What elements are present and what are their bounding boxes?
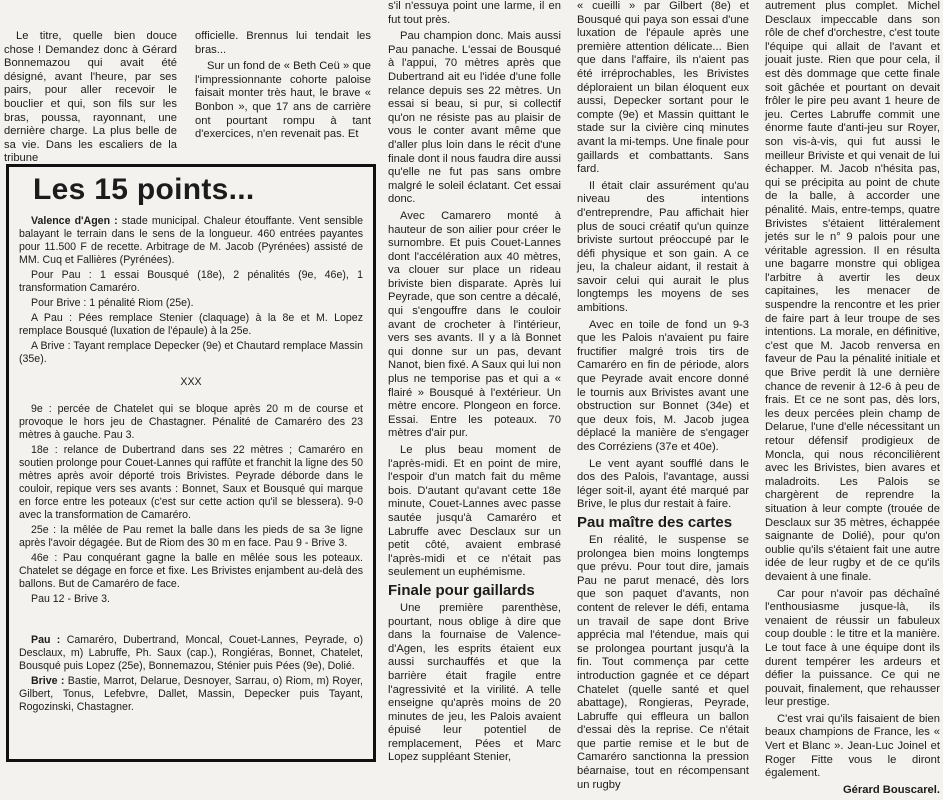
paragraph: « cueilli » par Gilbert (8e) et Bousqué qui paya son essai d'une luxation de l'épaule après une première attention délicate... Bien que dans l'affaire, ils n'aient pas été irréprochables, les Brivistes déploraient un bilan éloquent eux aussi, Depecker sortant pour le compte (9e) et Massin quittant le stade sur la civière cinq minutes avant la mi-temps. Une finale pour gaillards et combattants. Sans fard. <box>577 0 749 176</box>
event-line: Pau 12 - Brive 3. <box>31 593 110 605</box>
substitution-line: A Pau : Pées remplace Stenier (claquage) à la 8e et M. Lopez remplace Bousqué (luxation de l'épaule) à la 25e. <box>19 312 363 337</box>
paragraph: Avec Camarero monté à hauteur de son ailier pour créer le surnombre. Et puis Couet-Lannes dont l'accélération aux 40 mètres, va clouer sur place un rideau briviste bien disparate. Après lui Peyrade, que son centre a décalé, qui s'engouffre dans le couloir avant de crocheter à l'intérieur, vers ses avants. Il y a là Bonnet qui donne sur un pas, devant Nanot, bien fixé. A Saux qui lui non plus ne temporise pas et qui a « flairé » Bousqué à l'extérieur. Un mètre encore. Plongeon en force. Essai. Entre les poteaux. 70 mètres d'air pur. <box>388 209 561 440</box>
paragraph: Il était clair assurément qu'au niveau des intentions d'entreprendre, Pau affichait hier plus de souci créatif qu'un quinze briviste surtout préoccupé par le défi physique et son gain. A ce jeu, la chaleur aidant, il restait à savoir celui qui aurait le plus longtemps les moyens de ses ambitions. <box>577 179 749 315</box>
match-info <box>19 215 363 267</box>
event-line: 9e : percée de Chatelet qui se bloque après 20 m de course et provoque le hors jeu de Chastagner. Pénalité de Camaréro des 23 mètres à gauche. Pau 3. <box>19 403 363 441</box>
paragraph: Le titre, quelle bien douce chose ! Demandez donc à Gérard Bonnemazou qui avait été désigné, avant l'heure, par ses pairs, pour aller recevoir le bouclier et qui, son fils sur les bras, poussa, rayonnant, une dernière charge. La plus belle de sa vie. Dans les escaliers de la tribune <box>4 30 177 165</box>
paragraph: C'est vrai qu'ils faisaient de bien beaux champions de France, les « Vert et Blanc ». Jean-Luc Joinel et Roger Fitte vous le diront également. <box>765 712 940 780</box>
paragraph: Une première parenthèse, pourtant, nous oblige à dire que dans la fournaise de Valence-d'Agen, les esprits étaient eux aussi surchauffés et que la barrière était fragile entre l'agressivité et la virilité. A telle enseigne qu'après moins de 20 minutes de jeu, les Palois avaient épuisé leur potentiel de remplacement, Pées et Marc Lopez suppléant Stenier, <box>388 601 561 764</box>
team-lineup: Bastie, Marrot, Delarue, Desnoyer, Sarrau, o) Riom, m) Royer, Gilbert, Tonus, Lefebvre, Dallet, Massin, Depecker puis Tayant, Rogozinski, Chastagner. <box>19 675 364 713</box>
event-line: 18e : relance de Dubertrand dans ses 22 mètres ; Camaréro en soutien prolonge pour Couet-Lannes qui raffûte et franchit la ligne des 50 mètres après avoir déporté trois Brivistes. Peyrade déborde dans le couloir, repique vers ses avants : Bonnet, Saux et Bousqué qui marque en force entre les poteaux (c'est sur cette action qu'il se blessera). 9-0 avec la transformation de Camaréro. <box>19 444 363 521</box>
event-line: 46e : Pau conquérant gagne la balle en mêlée sous les poteaux. Chatelet se dégage en force et fixe. Les Brivistes enjambent au-delà des ballons. But de Camaréro de face. <box>19 552 363 590</box>
paragraph: En réalité, le suspense se prolongea bien moins longtemps que prévu. Pour tout dire, jamais Pau ne parut menacé, dès lors que son paquet d'avants, non content de relever le défi, entama un travail de sape dont Brive apprécia mal l'étendue, mais qui se prolongea pourtant jusqu'à la fin. Tout commença par cette introduction gagnée et ce départ Chatelet (quelle santé et quel abattage), Rongieras, Peyrade, Labruffe qui effleura un ballon d'essai dès la reprise. Ce n'était que partie remise et le but de Camaréro sanctionna la pression béarnaise, tout en récompensant un rugby <box>577 533 749 791</box>
article-column-4 <box>577 0 749 795</box>
event-line: 25e : la mêlée de Pau remet la balle dans les pieds de sa 3e ligne après l'avoir dégagée. But de Riom des 30 m en face. Pau 9 - Brive 3. <box>19 524 363 549</box>
separator: XXX <box>180 376 202 388</box>
article-column-5 <box>765 0 940 800</box>
team-label: Brive : <box>31 675 65 687</box>
score-summary-box <box>6 164 376 762</box>
venue-label: Valence d'Agen : <box>31 215 118 227</box>
paragraph: Pau champion donc. Mais aussi Pau panache. L'essai de Bousqué à l'appui, 70 mètres après que Dubertrand ait eu l'idée d'une folle relance depuis ses 22 mètres. Un essai si beau, si pur, si collectif qu'on ne résiste pas au plaisir de vous le conter avant même que d'aller plus loin dans le récit d'une finale dont il nous faudra dire aussi qu'elle ne fut pas sans ombre malgré le soleil éclatant. Cet essai donc. <box>388 30 561 206</box>
author-signature: Gérard Bouscarel. <box>842 783 940 796</box>
subheading: Pau maître des cartes <box>577 513 733 531</box>
scoring-line: Pour Brive : 1 pénalité Riom (25e). <box>31 297 194 309</box>
paragraph: Sur un fond de « Beth Ceü » que l'impressionnante cohorte paloise faisait monter très haut, le brave « Bonbon », que 17 ans de carrière ont pourtant rompu à tant d'exercices, n'en revenait pas. Et <box>195 60 371 141</box>
venue-text: stade municipal. Chaleur étouffante. Vent sensible balayant le terrain dans le sens de la longueur. 460 entrées payantes pour 11.500 F de recette. Arbitrage de M. Jacob (Pyrénées) assisté de MM. Cuq et Fallières (Pyrénées). <box>19 215 363 266</box>
team-lineup: Camaréro, Dubertrand, Moncal, Couet-Lannes, Peyrade, o) Desclaux, m) Labruffe, Ph. Saux (cap.), Rongiéras, Bonnet, Chatelet, Bousqué puis Lopez (25e), Bonnemazou, Sténier puis Pées (9e), Dolié. <box>19 634 363 672</box>
article-column-3 <box>388 0 561 768</box>
substitution-line: A Brive : Tayant remplace Depecker (9e) et Chautard remplace Massin (35e). <box>19 340 363 365</box>
scoring-line: Pour Pau : 1 essai Bousqué (18e), 2 pénalités (9e, 46e), 1 transformation Camaréro. <box>19 269 363 294</box>
box-title: Les 15 points... <box>33 173 255 206</box>
paragraph: officielle. Brennus lui tendait les bras... <box>195 30 371 56</box>
paragraph: Avec en toile de fond un 9-3 que les Palois n'avaient pu faire fructifier malgré trois tirs de Camaréro en fin de période, alors que Peyrade avait encore donné le tournis aux Brivistes avant une obstruction sur Bonnet (34e) et que deux fois, M. Jacob jugea déplacé la manière de s'engager des Corréziens (37e et 40e). <box>577 318 749 453</box>
paragraph: Car pour n'avoir pas déchaîné l'enthousiasme jusque-là, ils venaient de réussir un fabuleux coup double : le titre et la manière. Le tout face à une équipe dont ils durent tempérer les ardeurs et défier la puissance. Ce qui ne pouvait, finalement, que rehausser leur prestige. <box>765 587 940 709</box>
paragraph: s'il n'essuya point une larme, il en fut tout près. <box>388 0 561 26</box>
team-pau <box>19 634 363 673</box>
paragraph: Le vent ayant soufflé dans le dos des Palois, l'avantage, aussi léger soit-il, ayant été marqué par Brive, le plus dur restait à faire. <box>577 457 749 511</box>
subheading: Finale pour gaillards <box>388 581 535 599</box>
article-column-1 <box>4 30 177 169</box>
team-label: Pau : <box>31 634 61 646</box>
team-brive <box>19 675 363 714</box>
paragraph: Le plus beau moment de l'après-midi. Et en point de mire, l'espoir d'un match fait du même bois. D'autant qu'avant cette 18e minute, Couet-Lannes avec passe sautée jusqu'à Camaréro et Labruffe avec Desclaux sur un petit côté, avaient embrasé l'après-midi et ce n'était pas seulement un euphémisme. <box>388 444 561 579</box>
paragraph: autrement plus complet. Michel Desclaux impeccable dans son rôle de chef d'orchestre, c'est toute l'équipe qui allait de l'avant et jouait juste. Rien que pour cela, il est dès dommage que cette finale soit gâchée et pourtant on devait frôler le pire peu avant 1 heure de jeu. Certes Labruffe commit une énorme faute d'anti-jeu sur Royer, son vis-à-vis, qui fut aussi le meilleur Briviste et qui venait de lui échapper. M. Jacob n'hésita pas, qui se précipita au point de chute de la balle, à accorder une pénalité. Mais, entre-temps, quatre Brivistes s'étaient littéralement jetés sur le n° 9 palois pour une véritable agression. Il en résulta une bagarre monstre qui obligea l'arbitre à avertir les deux capitaines, les menacer de suspendre la rencontre et les prier de faire part à leur troupe de ses intentions. La morale, en définitive, c'est que M. Jacob renversa en faveur de Pau la pénalité initiale et que Brive perdit là une dernière chance de revenir à 12-6 à peu de frais. Et ce ne sont pas, dès lors, les deux percées plein champ de Delarue, l'une d'elle nécessitant un retour défensif prodigieux de Moncla, qui nous réconcilièrent avec les Brivistes, bien avares et maladroits. Les Palois se chargèrent de reprendre la situation à leur compte (trouée de Desclaux sur 35 mètres, échappée saignante de Dolié), pour qu'on oublie qu'ils s'étaient fait une autre idée de leur rugby et de ce qu'ils devaient à une finale. <box>765 0 940 583</box>
article-column-2 <box>195 30 371 145</box>
